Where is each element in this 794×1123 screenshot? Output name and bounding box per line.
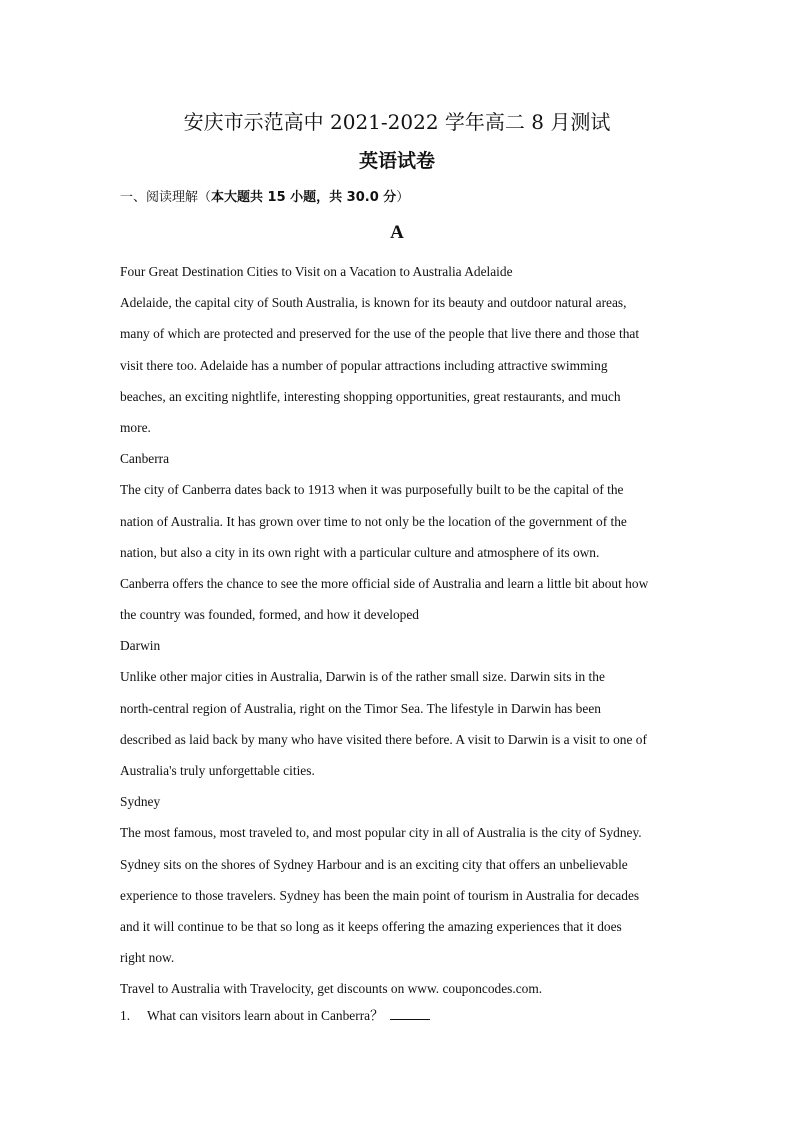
passage-line: right now. bbox=[120, 950, 175, 966]
passage-line: The most famous, most traveled to, and most popular city in all of Australia is the city of Sydney. bbox=[120, 825, 642, 841]
passage-line: Unlike other major cities in Australia, Darwin is of the rather small size. Darwin sits in the bbox=[120, 669, 605, 685]
answer-blank[interactable] bbox=[390, 1007, 430, 1020]
passage-line: Canberra offers the chance to see the more official side of Australia and learn a little bit about how bbox=[120, 575, 649, 591]
section-suffix: ） bbox=[396, 190, 410, 205]
passage-line: north-central region of Australia, right on the Timor Sea. The lifestyle in Darwin has been bbox=[120, 700, 601, 716]
passage-line: Sydney bbox=[120, 794, 161, 810]
passage-line: Adelaide, the capital city of South Australia, is known for its beauty and outdoor natural areas, bbox=[120, 295, 627, 311]
passage-line: nation of Australia. It has grown over time to not only be the location of the government of the bbox=[120, 513, 627, 529]
question-number: 1. bbox=[120, 1008, 131, 1023]
passage-line: beaches, an exciting nightlife, interesting shopping opportunities, great restaurants, and much bbox=[120, 388, 621, 404]
passage-body bbox=[120, 256, 680, 1005]
section-heading bbox=[120, 186, 409, 205]
exam-subtitle: 英语试卷 bbox=[358, 150, 435, 172]
passage-line: nation, but also a city in its own right with a particular culture and atmosphere of its own. bbox=[120, 544, 600, 560]
passage-line: visit there too. Adelaide has a number of popular attractions including attractive swimming bbox=[120, 357, 608, 373]
passage-line: Travel to Australia with Travelocity, get discounts on www. couponcodes.com. bbox=[120, 981, 543, 997]
passage-line: Canberra bbox=[120, 451, 170, 467]
passage-line: described as laid back by many who have visited there before. A visit to Darwin is a visit to one of bbox=[120, 731, 647, 747]
passage-line: Australia's truly unforgettable cities. bbox=[120, 763, 315, 778]
section-prefix: 一、阅读理解（ bbox=[120, 190, 212, 205]
passage-line: the country was founded, formed, and how it developed bbox=[120, 607, 419, 623]
passage-line: Four Great Destination Cities to Visit on a Vacation to Australia Adelaide bbox=[120, 264, 513, 279]
passage-line: and it will continue to be that so long as it keeps offering the amazing experiences that it does bbox=[120, 918, 622, 934]
section-bold-text: 本大题共 15 小题，共 30.0 分 bbox=[211, 190, 397, 205]
passage-line: The city of Canberra dates back to 1913 when it was purposefully built to be the capital of the bbox=[120, 482, 624, 498]
passage-line: experience to those travelers. Sydney has been the main point of tourism in Australia for decades bbox=[120, 887, 640, 903]
question-1 bbox=[120, 1005, 430, 1024]
question-text: What can visitors learn about in Canberra？ bbox=[147, 1008, 384, 1023]
passage-line: more. bbox=[120, 419, 151, 435]
passage-line: Darwin bbox=[120, 638, 161, 654]
passage-line: many of which are protected and preserved for the use of the people that live there and those that bbox=[120, 326, 640, 342]
exam-title: 安庆市示范高中 2021-2022 学年高二 8 月测试 bbox=[183, 110, 611, 134]
passage-line: Sydney sits on the shores of Sydney Harbour and is an exciting city that offers an unbelievable bbox=[120, 856, 628, 872]
passage-letter: A bbox=[390, 222, 404, 243]
